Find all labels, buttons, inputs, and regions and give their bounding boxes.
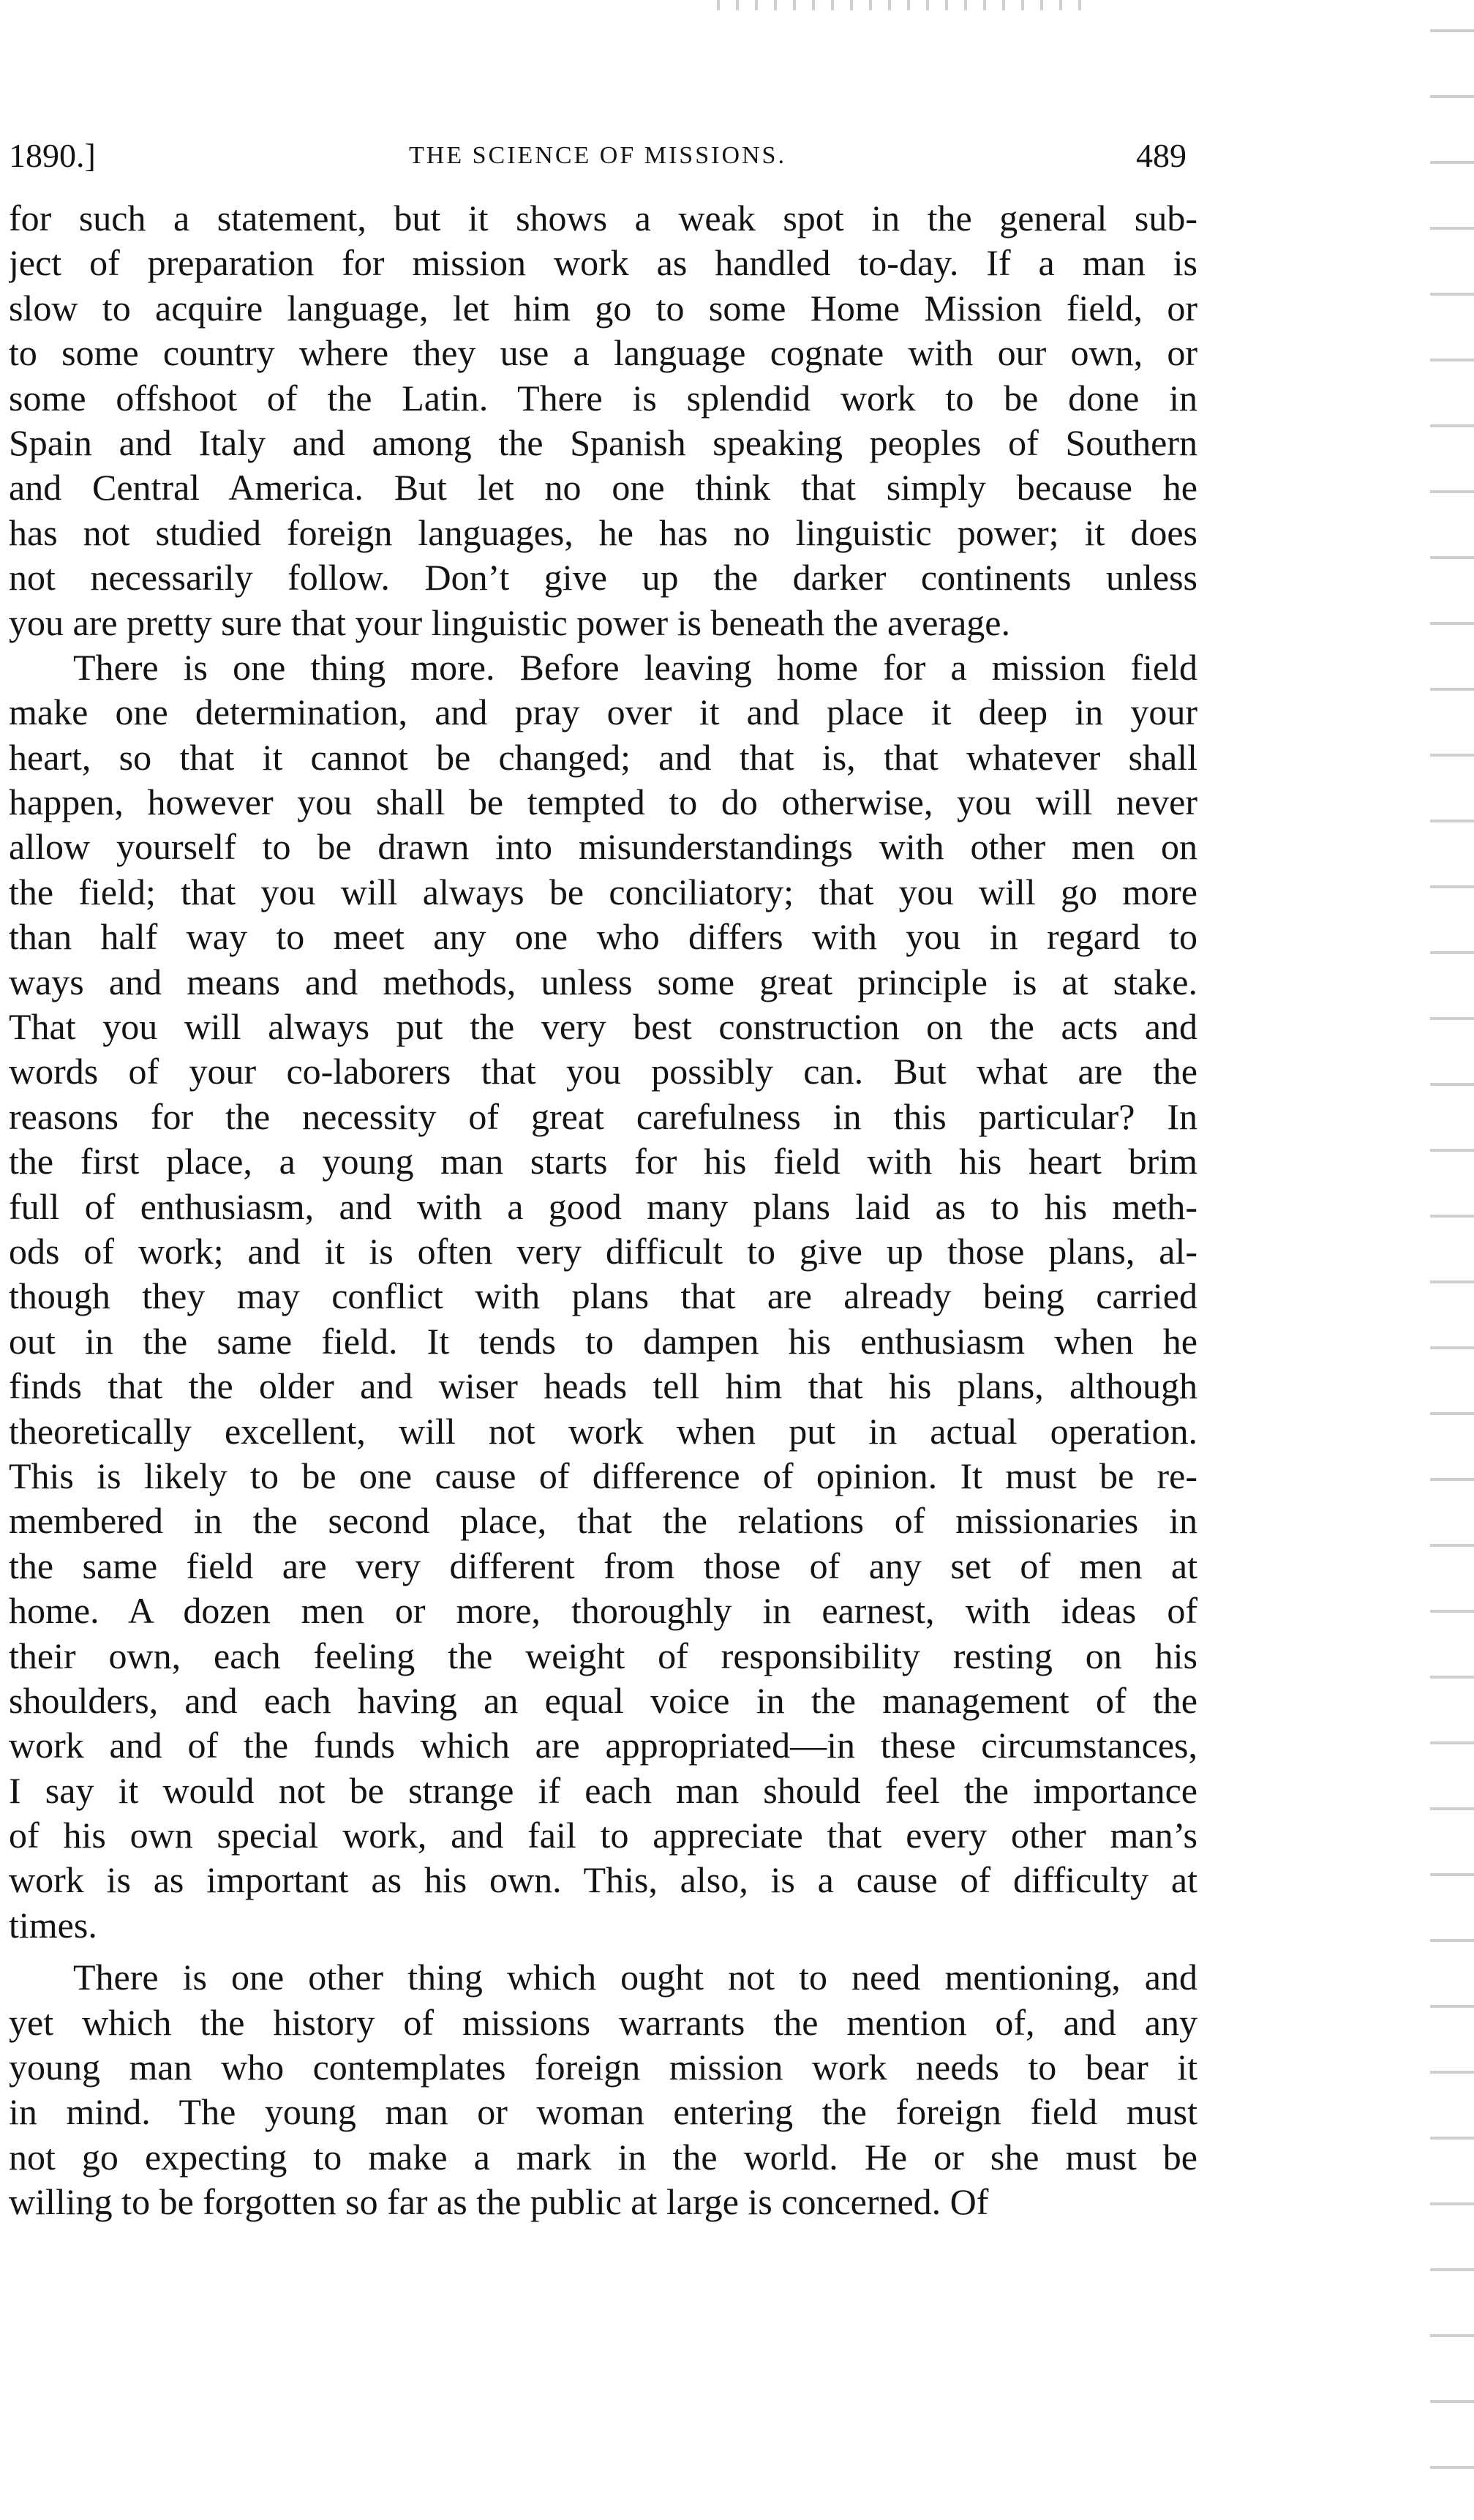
text-line: young man who contemplates foreign mission work needs to bear it xyxy=(9,2047,1197,2088)
text-line: ods of work; and it is often very difficult to give up those plans, al- xyxy=(9,1230,1197,1272)
text-line: membered in the second place, that the relations of missionaries in xyxy=(9,1500,1197,1542)
scan-edge xyxy=(1430,0,1474,2520)
text-line: happen, however you shall be tempted to do otherwise, you will never xyxy=(9,781,1197,823)
text-line: heart, so that it cannot be changed; and that is, that whatever shall xyxy=(9,736,1197,778)
text-line: the same field are very different from those of any set of men at xyxy=(9,1545,1197,1586)
text-line: in mind. The young man or woman entering the foreign field must xyxy=(9,2091,1197,2133)
paragraph xyxy=(9,645,1197,1948)
scan-noise xyxy=(717,0,1097,10)
text-line: some offshoot of the Latin. There is splendid work to be done in xyxy=(9,377,1197,419)
text-line: shoulders, and each having an equal voice in the management of the xyxy=(9,1679,1197,1721)
text-line: of his own special work, and fail to appreciate that every other man’s xyxy=(9,1815,1197,1856)
text-line: Spain and Italy and among the Spanish speaking peoples of Southern xyxy=(9,421,1197,463)
text-line: the first place, a young man starts for his field with his heart brim xyxy=(9,1141,1197,1182)
text-line: I say it would not be strange if each man should feel the importance xyxy=(9,1769,1197,1811)
text-line: theoretically excellent, will not work when put in actual operation. xyxy=(9,1410,1197,1452)
text-line: has not studied foreign languages, he has no linguistic power; it does xyxy=(9,511,1197,553)
text-line: home. A dozen men or more, thoroughly in earnest, with ideas of xyxy=(9,1590,1197,1632)
body-text xyxy=(9,196,1197,2225)
text-line: willing to be forgotten so far as the public at large is concerned. Of xyxy=(9,2181,989,2223)
text-line: times. xyxy=(9,1904,97,1946)
paragraph-gap xyxy=(9,1948,1197,1955)
text-line: allow yourself to be drawn into misunderstandings with other men on xyxy=(9,826,1197,868)
text-line: words of your co-laborers that you possibly can. But what are the xyxy=(9,1051,1197,1092)
text-line: reasons for the necessity of great carefulness in this particular? In xyxy=(9,1095,1197,1137)
text-line: not necessarily follow. Don’t give up the darker continents unless xyxy=(9,557,1197,599)
text-line: work is as important as his own. This, also, is a cause of difficulty at xyxy=(9,1859,1197,1901)
text-line: though they may conflict with plans that are already being carried xyxy=(9,1275,1197,1317)
text-line: ways and means and methods, unless some great principle is at stake. xyxy=(9,961,1197,1002)
paragraph xyxy=(9,1955,1197,2224)
header-title: THE SCIENCE OF MISSIONS. xyxy=(409,142,786,169)
text-line: for such a statement, but it shows a weak spot in the general sub- xyxy=(9,198,1197,239)
text-line: make one determination, and pray over it and place it deep in your xyxy=(9,691,1197,733)
text-line: to some country where they use a language cognate with our own, or xyxy=(9,332,1197,374)
text-line: you are pretty sure that your linguistic power is beneath the average. xyxy=(9,601,1010,643)
page-number: 489 xyxy=(1136,137,1187,174)
text-line: This is likely to be one cause of difference of opinion. It must be re- xyxy=(9,1455,1197,1496)
text-line: than half way to meet any one who differs with you in regard to xyxy=(9,916,1197,958)
header-date: 1890.] xyxy=(9,137,96,174)
text-line: and Central America. But let no one think that simply because he xyxy=(9,467,1197,509)
text-line: not go expecting to make a mark in the world. He or she must be xyxy=(9,2136,1197,2178)
text-line: yet which the history of missions warrants the mention of, and any xyxy=(9,2001,1197,2043)
running-head xyxy=(9,123,1187,189)
text-line: full of enthusiasm, and with a good many plans laid as to his meth- xyxy=(9,1185,1197,1227)
text-line: the field; that you will always be conciliatory; that you will go more xyxy=(9,871,1197,912)
text-line: finds that the older and wiser heads tell him that his plans, although xyxy=(9,1365,1197,1407)
text-line: out in the same field. It tends to dampen his enthusiasm when he xyxy=(9,1320,1197,1362)
text-line: ject of preparation for mission work as handled to-day. If a man is xyxy=(9,242,1197,284)
text-line: work and of the funds which are appropriated—in these circumstances, xyxy=(9,1725,1197,1766)
text-line: There is one thing more. Before leaving home for a mission field xyxy=(73,646,1197,688)
text-line: That you will always put the very best construction on the acts and xyxy=(9,1006,1197,1048)
paragraph xyxy=(9,196,1197,645)
text-line: slow to acquire language, let him go to some Home Mission field, or xyxy=(9,287,1197,329)
text-line: There is one other thing which ought not to need mentioning, and xyxy=(73,1957,1197,1998)
text-line: their own, each feeling the weight of responsibility resting on his xyxy=(9,1635,1197,1676)
